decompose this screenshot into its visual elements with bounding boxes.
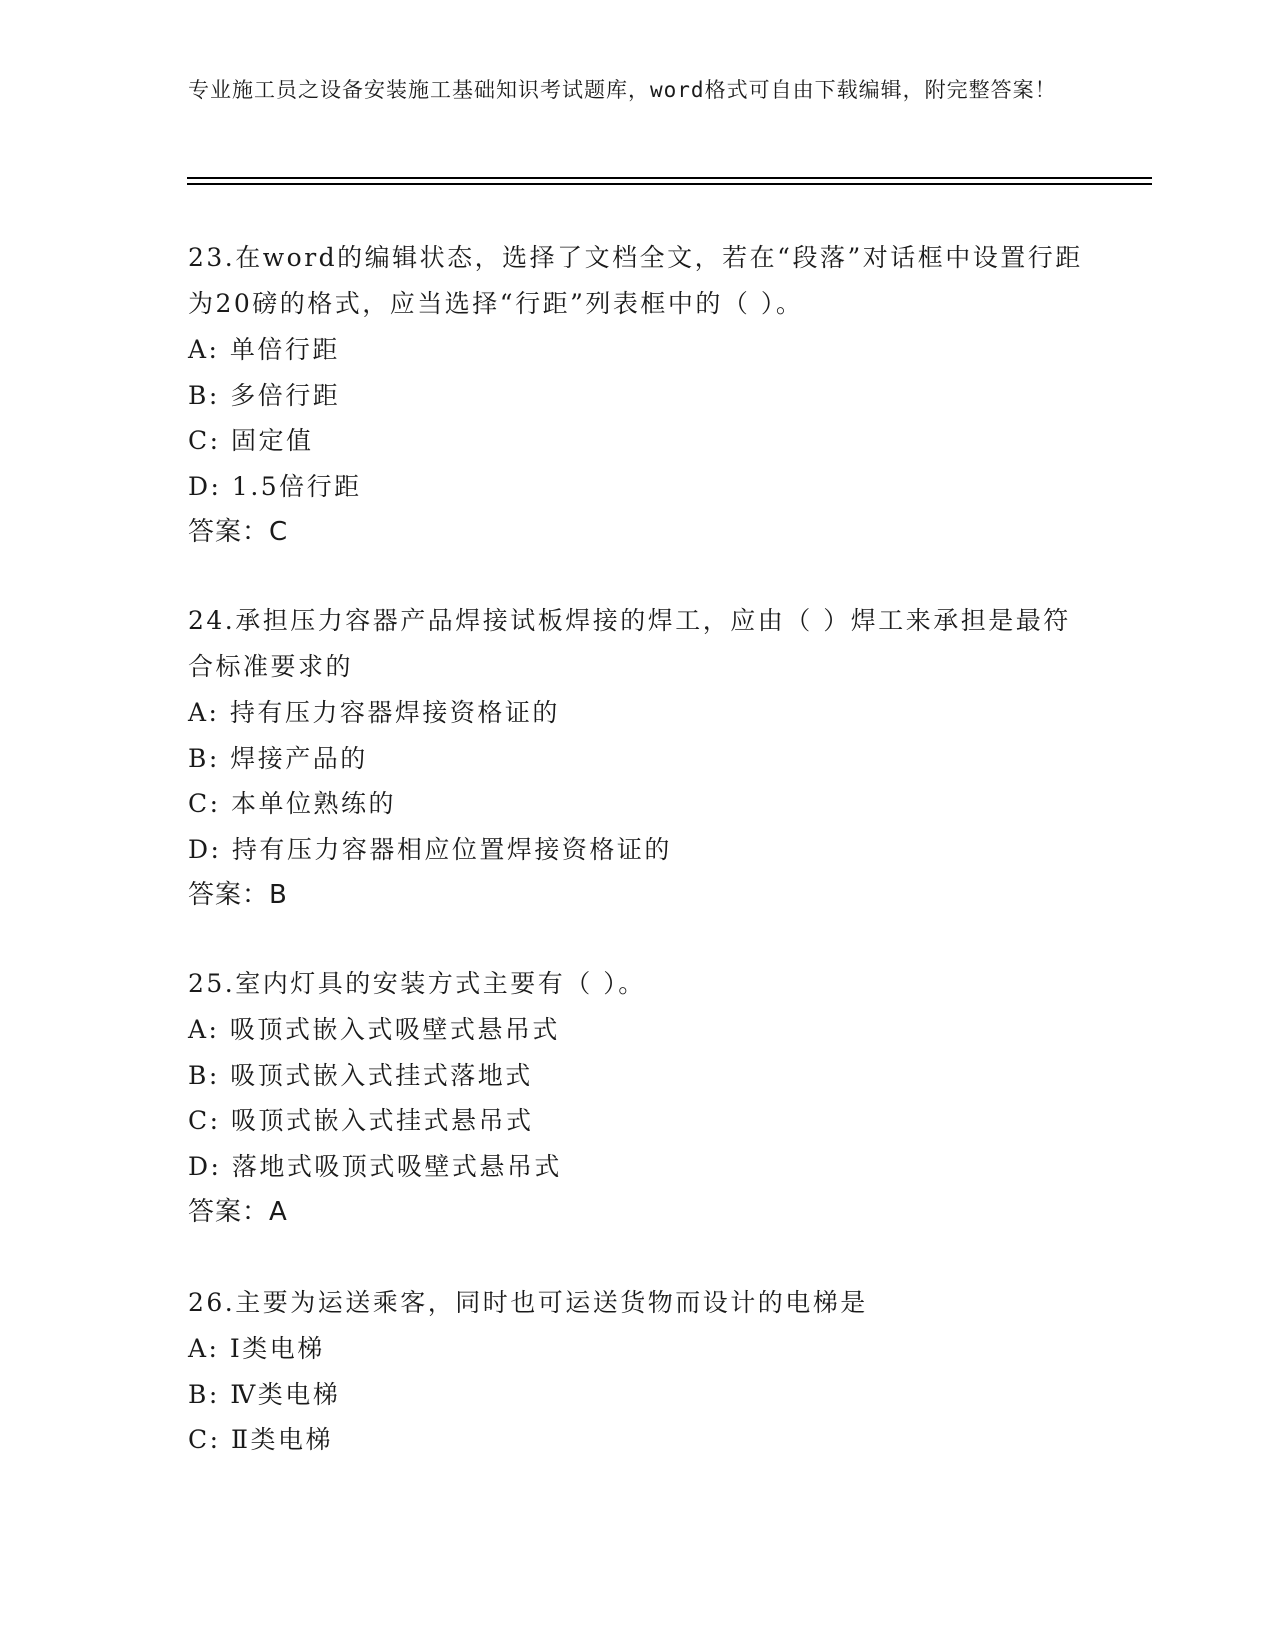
option-a: A: I类电梯 — [188, 1334, 325, 1363]
option-b: B: 吸顶式嵌入式挂式落地式 — [188, 1060, 533, 1090]
question-stem: 24.承担压力容器产品焊接试板焊接的焊工，应由（ ）焊工来承担是最符合标准要求的 — [188, 606, 1071, 681]
question-25 — [188, 961, 1088, 1235]
answer-line: 答案：C — [188, 517, 289, 547]
answer-line: 答案：A — [188, 1197, 288, 1227]
document-header: 专业施工员之设备安装施工基础知识考试题库，word格式可自由下载编辑，附完整答案！ — [188, 78, 1057, 102]
header-divider-top — [187, 177, 1152, 179]
option-b: B: 多倍行距 — [188, 380, 341, 410]
option-d: D: 落地式吸顶式吸壁式悬吊式 — [188, 1151, 562, 1181]
option-c: C: 本单位熟练的 — [188, 789, 396, 818]
answer-line: 答案：B — [188, 880, 288, 910]
question-stem: 26.主要为运送乘客，同时也可运送货物而设计的电梯是 — [188, 1288, 868, 1317]
option-a: A: 吸顶式嵌入式吸壁式悬吊式 — [188, 1015, 560, 1044]
option-a: A: 持有压力容器焊接资格证的 — [188, 698, 560, 727]
option-a: A: 单倍行距 — [188, 335, 340, 364]
option-c: C: Ⅱ类电梯 — [188, 1425, 333, 1454]
option-d: D: 1.5倍行距 — [188, 471, 362, 501]
question-stem: 23.在word的编辑状态，选择了文档全文，若在“段落”对话框中设置行距为20磅的格式，应当选择“行距”列表框中的（ ）。 — [188, 243, 1083, 318]
header-divider-bottom — [187, 183, 1152, 185]
option-c: C: 吸顶式嵌入式挂式悬吊式 — [188, 1106, 534, 1135]
question-24 — [188, 598, 1088, 918]
option-c: C: 固定值 — [188, 426, 314, 455]
question-stem: 25.室内灯具的安装方式主要有（ ）。 — [188, 969, 646, 998]
option-b: B: 焊接产品的 — [188, 743, 368, 773]
question-26 — [188, 1280, 1088, 1463]
option-b: B: Ⅳ类电梯 — [188, 1379, 341, 1409]
question-23 — [188, 235, 1088, 555]
option-d: D: 持有压力容器相应位置焊接资格证的 — [188, 834, 672, 864]
